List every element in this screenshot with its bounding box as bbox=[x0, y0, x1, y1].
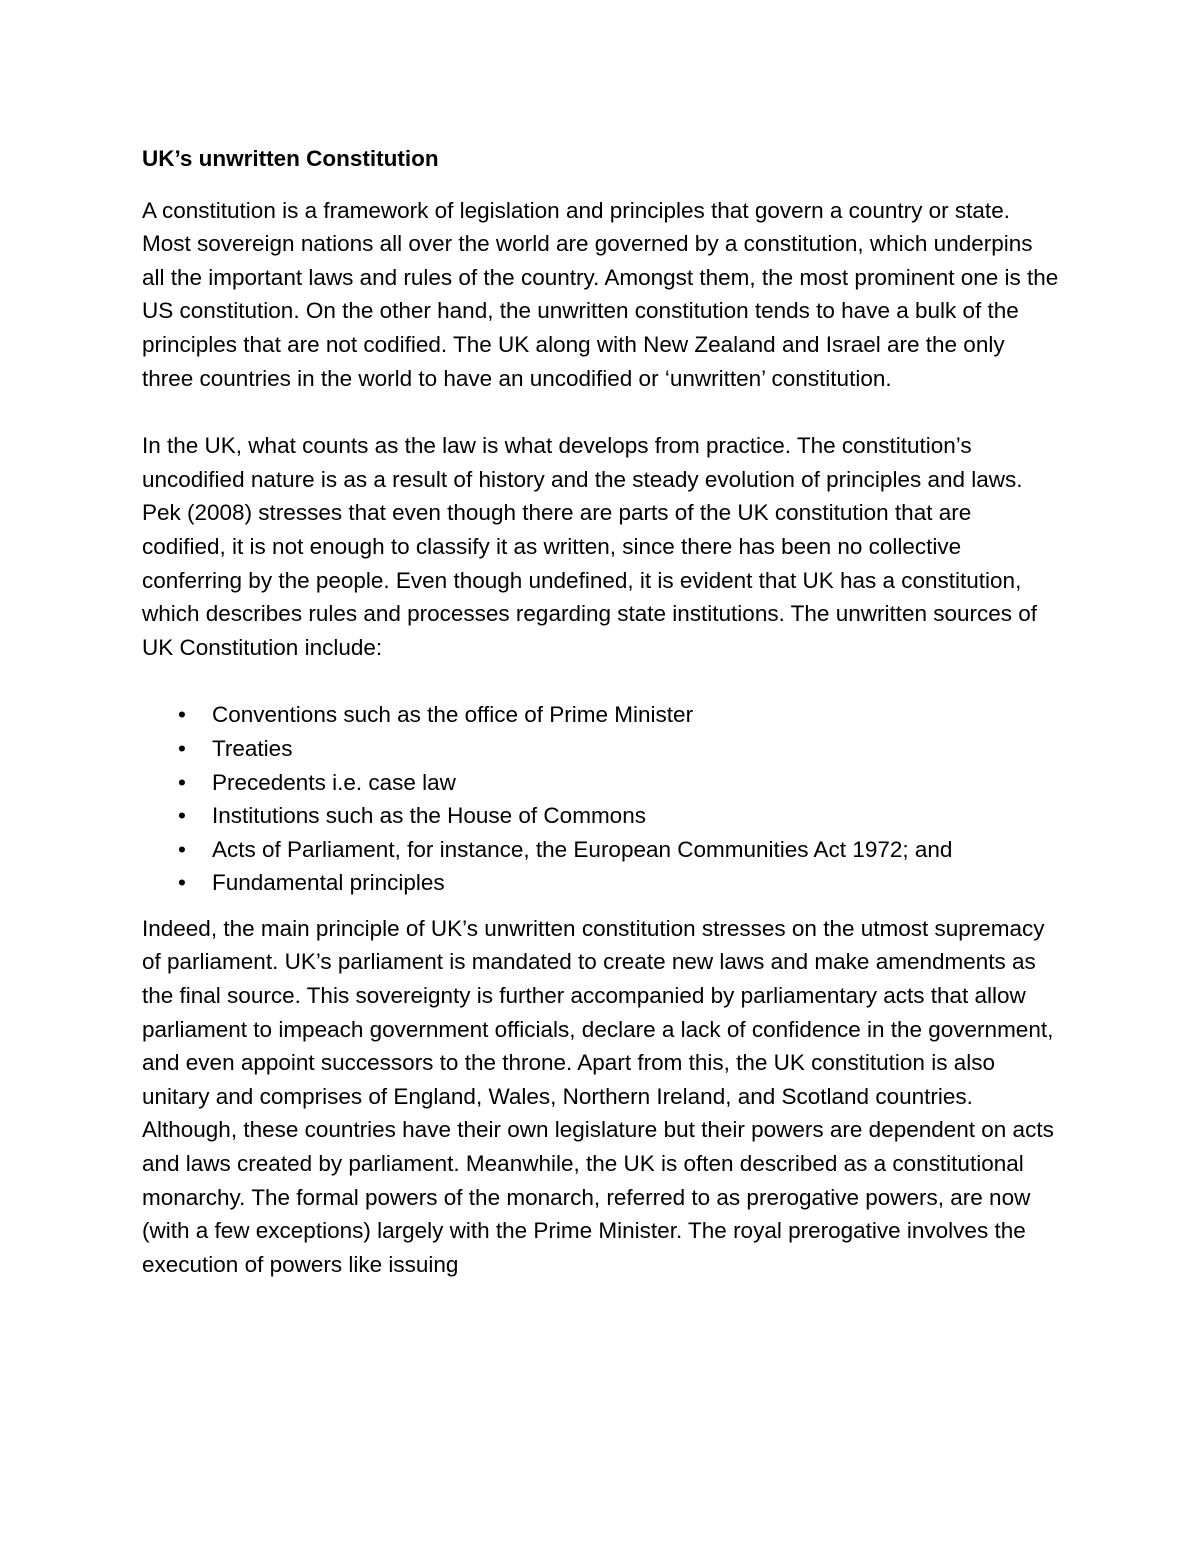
list-item-text: Conventions such as the office of Prime Minister bbox=[212, 702, 694, 728]
list-item bbox=[142, 766, 1060, 800]
list-item bbox=[142, 698, 1060, 732]
bullet-icon: • bbox=[178, 702, 186, 728]
bullet-icon: • bbox=[178, 836, 186, 862]
list-item bbox=[142, 833, 1060, 867]
document-body bbox=[142, 142, 1060, 1281]
list-item-text: Precedents i.e. case law bbox=[212, 769, 456, 795]
list-item bbox=[142, 799, 1060, 833]
bullet-icon: • bbox=[178, 870, 186, 896]
list-item bbox=[142, 732, 1060, 766]
bullet-icon: • bbox=[178, 803, 186, 829]
list-item-text: Institutions such as the House of Commons bbox=[212, 803, 646, 829]
bullet-icon: • bbox=[178, 769, 186, 795]
intro-paragraph: A constitution is a framework of legislation and principles that govern a country or state. Most sovereign nations all over the world are governed by a constitution, which underpins all the important laws and rules of the country. Amongst them, the most prominent one is the US constitution. On the other hand, the unwritten constitution tends to have a bulk of the principles that are not codified. The UK along with New Zealand and Israel are the only three countries in the world to have an uncodified or ‘unwritten’ constitution. bbox=[142, 197, 1059, 391]
list-item-text: Treaties bbox=[212, 735, 293, 761]
unwritten-sources-list bbox=[142, 698, 1060, 900]
uk-law-paragraph: In the UK, what counts as the law is what develops from practice. The constitution’s uncodified nature is as a result of history and the steady evolution of principles and laws. Pek (2008) stresses that even though there are parts of the UK constitution that are codified, it is not enough to classify it as written, since there has been no collective conferring by the people. Even though undefined, it is evident that UK has a constitution, which describes rules and processes regarding state institutions. The unwritten sources of UK Constitution include: bbox=[142, 433, 1038, 660]
list-item bbox=[142, 866, 1060, 900]
bullet-icon: • bbox=[178, 735, 186, 761]
list-item-text: Acts of Parliament, for instance, the European Communities Act 1972; and bbox=[212, 836, 953, 862]
parliament-paragraph: Indeed, the main principle of UK’s unwritten constitution stresses on the utmost supremacy of parliament. UK’s parliament is mandated to create new laws and make amendments as the final source. This sovereignty is further accompanied by parliamentary acts that allow parliament to impeach government officials, declare a lack of confidence in the government, and even appoint successors to the throne. Apart from this, the UK constitution is also unitary and comprises of England, Wales, Northern Ireland, and Scotland countries. Although, these countries have their own legislature but their powers are dependent on acts and laws created by parliament. Meanwhile, the UK is often described as a constitutional monarchy. The formal powers of the monarch, referred to as prerogative powers, are now (with a few exceptions) largely with the Prime Minister. The royal prerogative involves the execution of powers like issuing bbox=[142, 915, 1054, 1277]
list-item-text: Fundamental principles bbox=[212, 870, 445, 896]
document-title: UK’s unwritten Constitution bbox=[142, 146, 439, 171]
